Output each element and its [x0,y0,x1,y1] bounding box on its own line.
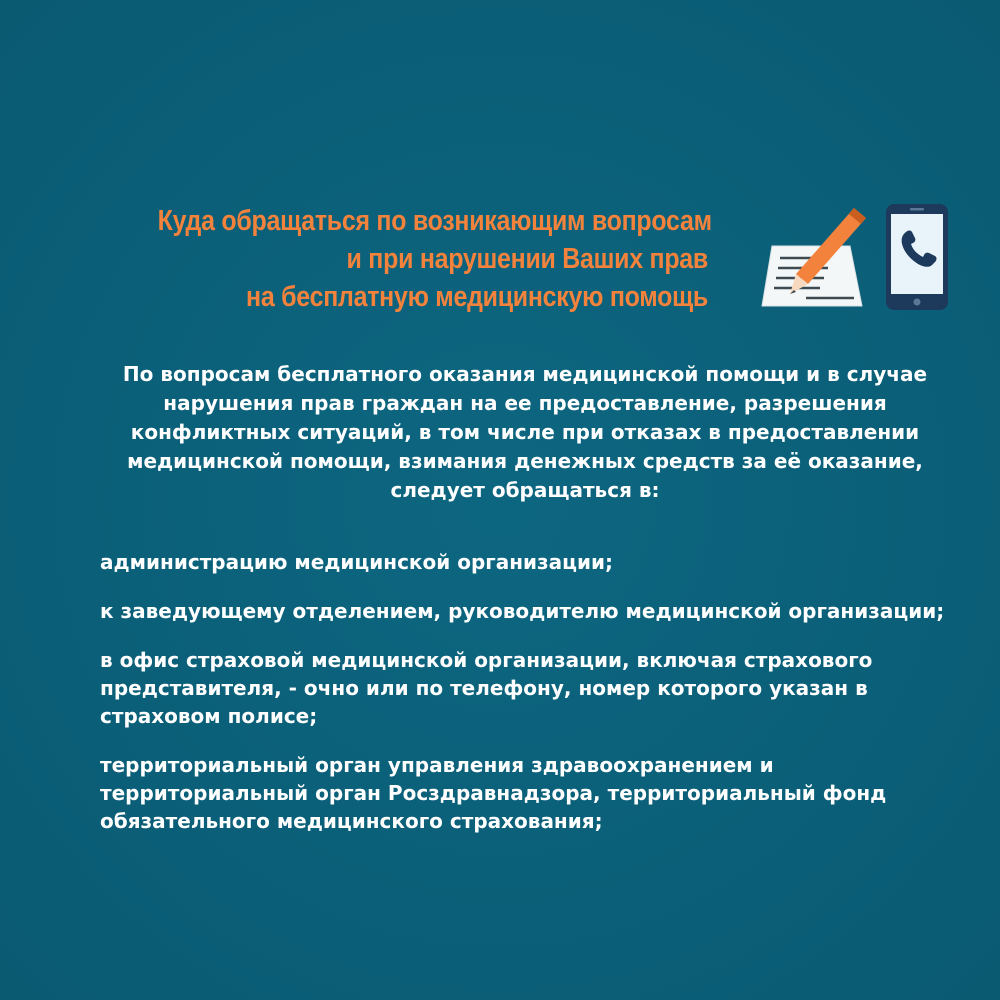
document-pen-icon [758,204,870,312]
title-line-3: на бесплатную медицинскую помощь [246,281,709,313]
list-item: территориальный орган управления здравоохранением и территориальный орган Росздравнадзора, территориальный фонд обязательного медицинского страхования; [100,753,887,833]
intro-paragraph: По вопросам бесплатного оказания медицинской помощи и в случае нарушения прав граждан на ее предоставление, разрешения конфликтных ситуаций, в том числе при отказах в предоставлении медицинской помощи, взимания денежных средств за её оказание, следует обращаться в: [122,362,928,502]
contact-list [100,548,960,856]
list-item: к заведующему отделением, руководителю медицинской организации; [100,599,945,623]
list-item: администрацию медицинской организации; [100,550,614,574]
list-item: в офис страховой медицинской организации, включая страхового представителя, - очно или по телефону, номер которого указан в страховом полисе; [100,648,873,728]
title-line-2: и при нарушении Ваших прав [346,243,708,275]
title-line-1: Куда обращаться по возникающим вопросам [157,205,712,237]
page-title [157,202,712,316]
smartphone-call-icon [884,202,950,312]
